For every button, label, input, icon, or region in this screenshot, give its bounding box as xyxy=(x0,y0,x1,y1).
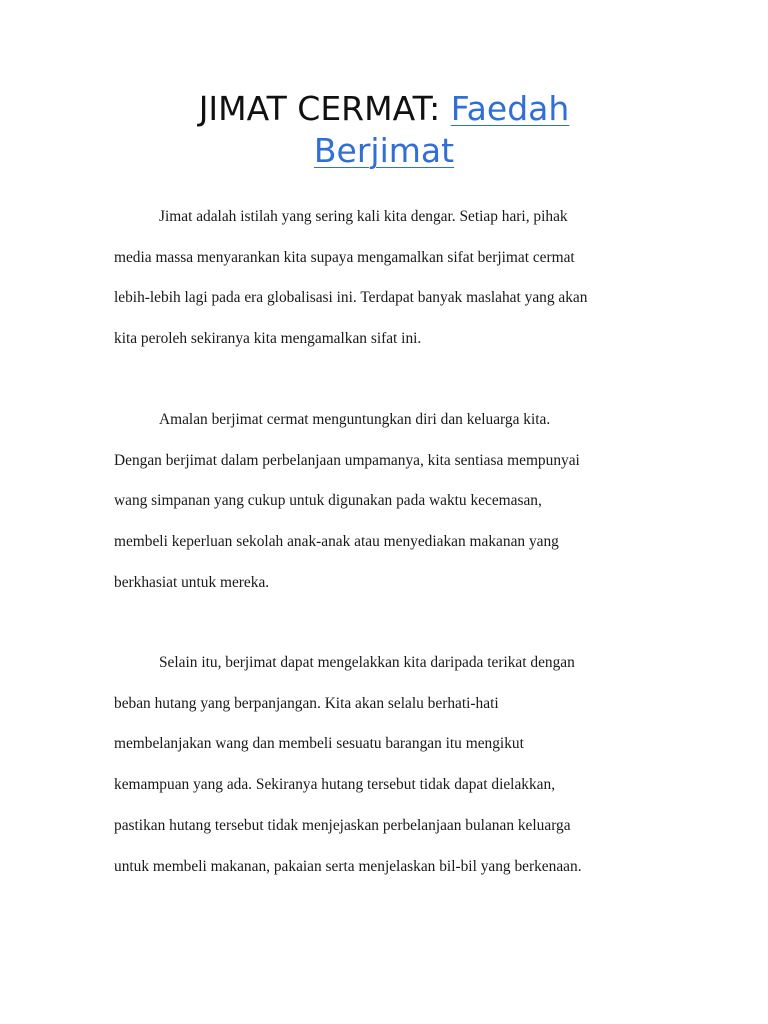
paragraph-line: lebih-lebih lagi pada era globalisasi ini. Terdapat banyak maslahat yang akan xyxy=(114,289,588,307)
paragraph-line: wang simpanan yang cukup untuk digunakan pada waktu kecemasan, xyxy=(114,492,542,510)
paragraph-line: Selain itu, berjimat dapat mengelakkan kita daripada terikat dengan xyxy=(159,654,575,671)
paragraph-2 xyxy=(114,400,662,604)
paragraph-line: Jimat adalah istilah yang sering kali kita dengar. Setiap hari, pihak xyxy=(159,208,568,225)
paragraph-line: membeli keperluan sekolah anak-anak atau menyediakan makanan yang xyxy=(114,533,559,551)
paragraph-line: kemampuan yang ada. Sekiranya hutang tersebut tidak dapat dielakkan, xyxy=(114,776,556,794)
paragraph-line: pastikan hutang tersebut tidak menjejaskan perbelanjaan bulanan keluarga xyxy=(114,816,571,834)
paragraph-line: untuk membeli makanan, pakaian serta menjelaskan bil-bil yang berkenaan. xyxy=(114,857,582,875)
paragraph-line: Amalan berjimat cermat menguntungkan diri dan keluarga kita. xyxy=(159,411,551,428)
paragraph-3 xyxy=(114,643,662,887)
title-link-line-2[interactable]: Berjimat xyxy=(313,131,455,170)
paragraph-line: Dengan berjimat dalam perbelanjaan umpamanya, kita sentiasa mempunyai xyxy=(114,451,580,469)
title-text: JIMAT CERMAT: xyxy=(198,89,451,128)
document-title xyxy=(0,88,768,172)
paragraph-line: kita peroleh sekiranya kita mengamalkan sifat ini. xyxy=(114,330,422,348)
paragraph-1 xyxy=(114,197,662,360)
title-link-line-1[interactable]: Faedah xyxy=(450,89,570,128)
paragraph-line: media massa menyarankan kita supaya mengamalkan sifat berjimat cermat xyxy=(114,248,575,266)
paragraph-line: membelanjakan wang dan membeli sesuatu barangan itu mengikut xyxy=(114,735,524,753)
paragraph-line: beban hutang yang berpanjangan. Kita akan selalu berhati-hati xyxy=(114,694,499,712)
paragraph-line: berkhasiat untuk mereka. xyxy=(114,573,270,591)
